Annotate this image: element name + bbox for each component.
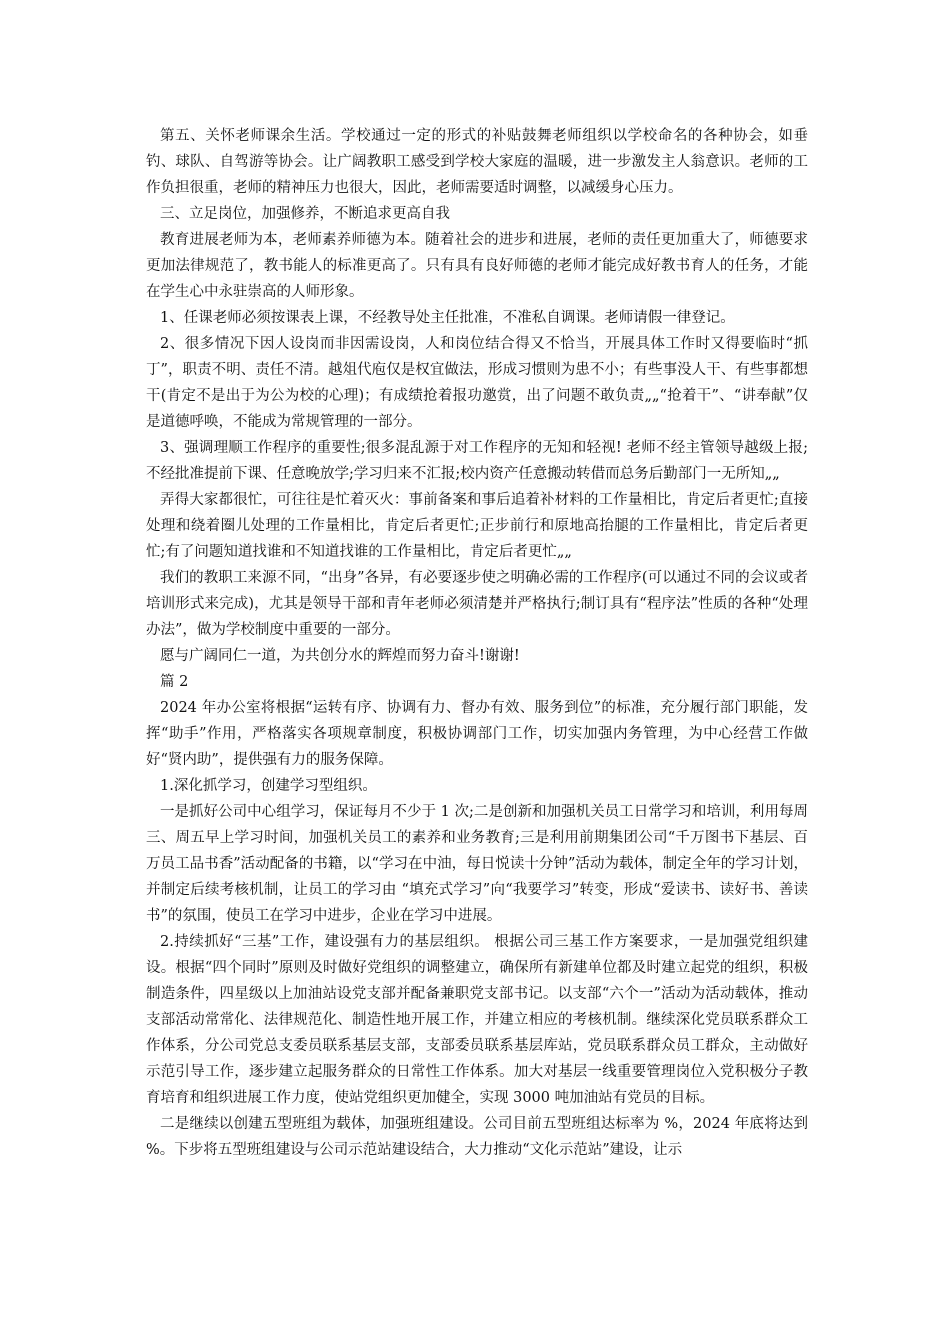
paragraph: 第五、关怀老师课余生活。学校通过一定的形式的补贴鼓舞老师组织以学校命名的各种协会，如垂钓、球队、自驾游等协会。让广阔教职工感受到学校大家庭的温暖，进一步激发主人翁意识。老师的工作负担很重，老师的精神压力也很大，因此，老师需要适时调整，以减缓身心压力。	[146, 128, 808, 196]
paragraph: 一是抓好公司中心组学习，保证每月不少于 1 次;二是创新和加强机关员工日常学习和培训，利用每周三、周五早上学习时间，加强机关员工的素养和业务教育;三是利用前期集团公司“千万图书下基层、百万员工品书香”活动配备的书籍，以“学习在中油，每日悦读十分钟”活动为载体，制定全年的学习计划，并制定后续考核机制，让员工的学习由 “填充式学习”向“我要学习”转变，形成“爱读书、读好书、善读书”的氛围，使员工在学习中进步，企业在学习中进展。	[146, 804, 808, 924]
list-item: 3、强调理顺工作程序的重要性;很多混乱源于对工作程序的无知和轻视! 老师不经主管领导越级上报;不经批准提前下课、任意晚放学;学习归来不汇报;校内资产任意搬动转借而总务后勤部门一无所知„„	[146, 440, 808, 482]
paragraph: 我们的教职工来源不同，“出身”各异，有必要逐步使之明确必需的工作程序(可以通过不同的会议或者培训形式来完成)，尤其是领导干部和青年老师必须清楚并严格执行;制订具有“程序法”性质的各种“处理办法”，做为学校制度中重要的一部分。	[146, 570, 808, 638]
paragraph: 2024 年办公室将根据“运转有序、协调有力、督办有效、服务到位”的标准，充分履行部门职能，发挥“助手”作用，严格落实各项规章制度，积极协调部门工作，切实加强内务管理，为中心经营工作做好“贤内助”，提供强有力的服务保障。	[146, 700, 808, 768]
paragraph: 教育进展老师为本，老师素养师德为本。随着社会的进步和进展，老师的责任更加重大了，师德要求更加法律规范了，教书能人的标准更高了。只有具有良好师德的老师才能完成好教书育人的任务，才能在学生心中永驻崇高的人师形象。	[146, 232, 808, 300]
list-item: 2、很多情况下因人设岗而非因需设岗，人和岗位结合得又不恰当，开展具体工作时又得要临时“抓丁”，职责不明、责任不清。越俎代庖仅是权宜做法，形成习惯则为患不小；有些事没人干、有些事都想干(肯定不是出于为公为校的心理)；有成绩抢着报功邀赏，出了问题不敢负责„„“抢着干”、“讲奉献”仅是道德呼唤，不能成为常规管理的一部分。	[146, 336, 808, 430]
section-heading: 1.深化抓学习，创建学习型组织。	[160, 778, 377, 794]
document-body	[146, 123, 808, 1163]
list-item: 1、任课老师必须按课表上课，不经教导处主任批准，不准私自调课。老师请假一律登记。	[160, 310, 735, 326]
closing-line: 愿与广阔同仁一道，为共创分水的辉煌而努力奋斗!谢谢!	[160, 648, 520, 664]
paragraph: 2.持续抓好“三基”工作，建设强有力的基层组织。 根据公司三基工作方案要求，一是加强党组织建设。根据“四个同时”原则及时做好党组织的调整建立，确保所有新建单位都及时建立起党的组织，积极制造条件，四星级以上加油站设党支部并配备兼职党支部书记。以支部“六个一”活动为活动载体，推动支部活动常常化、法律规范化、制造性地开展工作，并建立相应的考核机制。继续深化党员联系群众工作体系，分公司党总支委员联系基层支部，支部委员联系基层库站，党员联系群众员工群众，主动做好示范引导工作，逐步建立起服务群众的日常性工作体系。加大对基层一线重要管理岗位入党积极分子教育培育和组织进展工作力度，使站党组织更加健全，实现 3000 吨加油站有党员的目标。	[146, 934, 808, 1106]
paragraph: 二是继续以创建五型班组为载体，加强班组建设。公司目前五型班组达标率为 %，2024 年底将达到 %。下步将五型班组建设与公司示范站建设结合，大力推动“文化示范站”建设，让示	[146, 1116, 808, 1158]
section-heading: 三、立足岗位，加强修养，不断追求更高自我	[160, 206, 450, 222]
paragraph: 弄得大家都很忙，可往往是忙着灭火：事前备案和事后追着补材料的工作量相比，肯定后者更忙;直接处理和绕着圈儿处理的工作量相比，肯定后者更忙;正步前行和原地高抬腿的工作量相比，肯定后者更忙;有了问题知道找谁和不知道找谁的工作量相比，肯定后者更忙„„	[146, 492, 808, 560]
article-label: 篇 2	[160, 674, 189, 690]
